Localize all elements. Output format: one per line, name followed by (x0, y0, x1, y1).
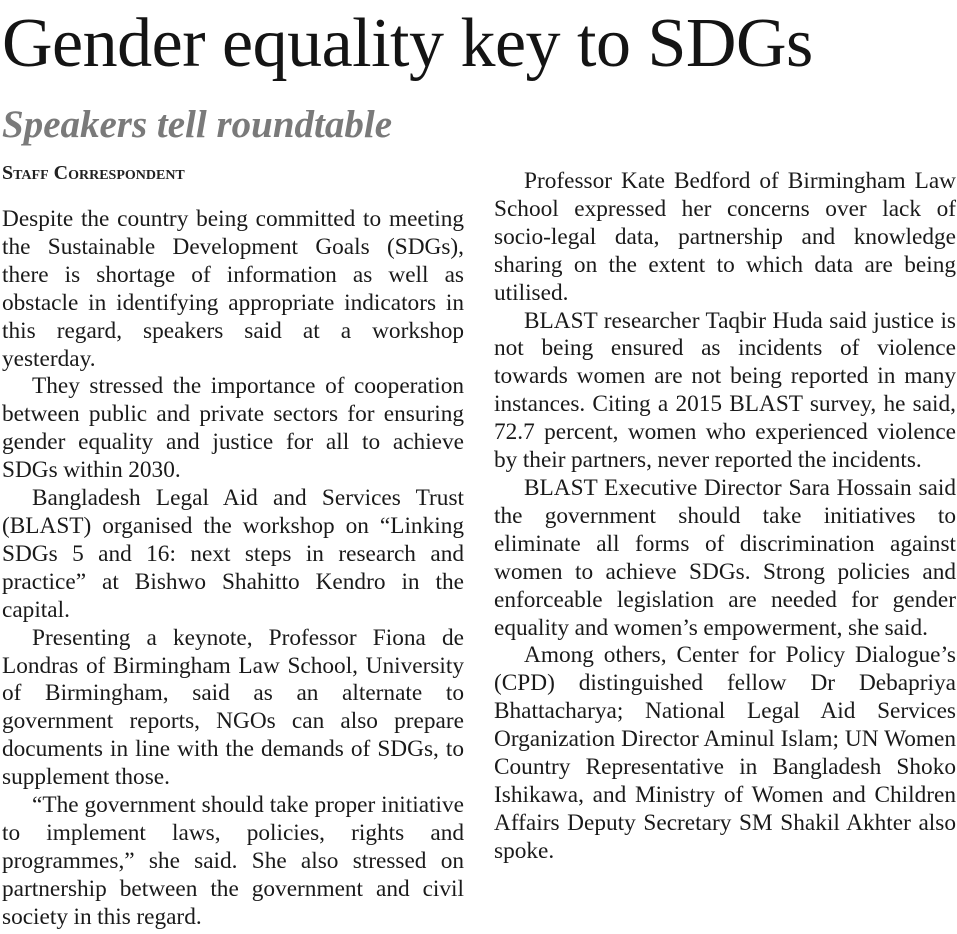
article-column-left (2, 206, 464, 932)
paragraph: Presenting a keynote, Professor Fiona de Londras of Birmingham Law School, University of Birmingham, said as an alternate to government reports, NGOs can also prepare documents in line with the demands of SDGs, to supplement those. (2, 624, 464, 791)
paragraph: Bangladesh Legal Aid and Services Trust (BLAST) organised the workshop on “Linking SDGs 5 and 16: next steps in research and practice” at Bishwo Shahitto Kendro in the capital. (2, 485, 464, 623)
byline: Staff Correspondent (2, 162, 185, 184)
paragraph: Despite the country being committed to meeting the Sustainable Development Goals (SDGs), there is shortage of information as well as obstacle in identifying appropriate indicators in this regard, speakers said at a workshop yesterday. (2, 206, 464, 372)
paragraph: BLAST Executive Director Sara Hossain said the government should take initiatives to eliminate all forms of discrimination against women to achieve SDGs. Strong policies and enforceable legislation are needed for gender equality and women’s empowerment, she said. (494, 474, 956, 641)
subheadline: Speakers tell roundtable (2, 103, 393, 146)
article-column-right (494, 168, 956, 866)
paragraph: Among others, Center for Policy Dialogue’s (CPD) distinguished fellow Dr Debapriya Bhattacharya; National Legal Aid Services Organization Director Aminul Islam; UN Women Country Representative in Bangladesh Shoko Ishikawa, and Ministry of Women and Children Affairs Deputy Secretary SM Shakil Akhter also spoke. (494, 642, 956, 864)
paragraph: Professor Kate Bedford of Birmingham Law School expressed her concerns over lack of socio-legal data, partnership and knowledge sharing on the extent to which data are being utilised. (494, 168, 956, 306)
paragraph: “The government should take proper initiative to implement laws, policies, rights and programmes,” she said. She also stressed on partnership between the government and civil society in this regard. (2, 792, 464, 930)
paragraph: BLAST researcher Taqbir Huda said justice is not being ensured as incidents of violence towards women are not being reported in many instances. Citing a 2015 BLAST survey, he said, 72.7 percent, women who experienced violence by their partners, never reported the incidents. (494, 307, 956, 474)
headline: Gender equality key to SDGs (2, 5, 813, 82)
paragraph: They stressed the importance of cooperation between public and private sectors for ensuring gender equality and justice for all to achieve SDGs within 2030. (2, 373, 464, 484)
